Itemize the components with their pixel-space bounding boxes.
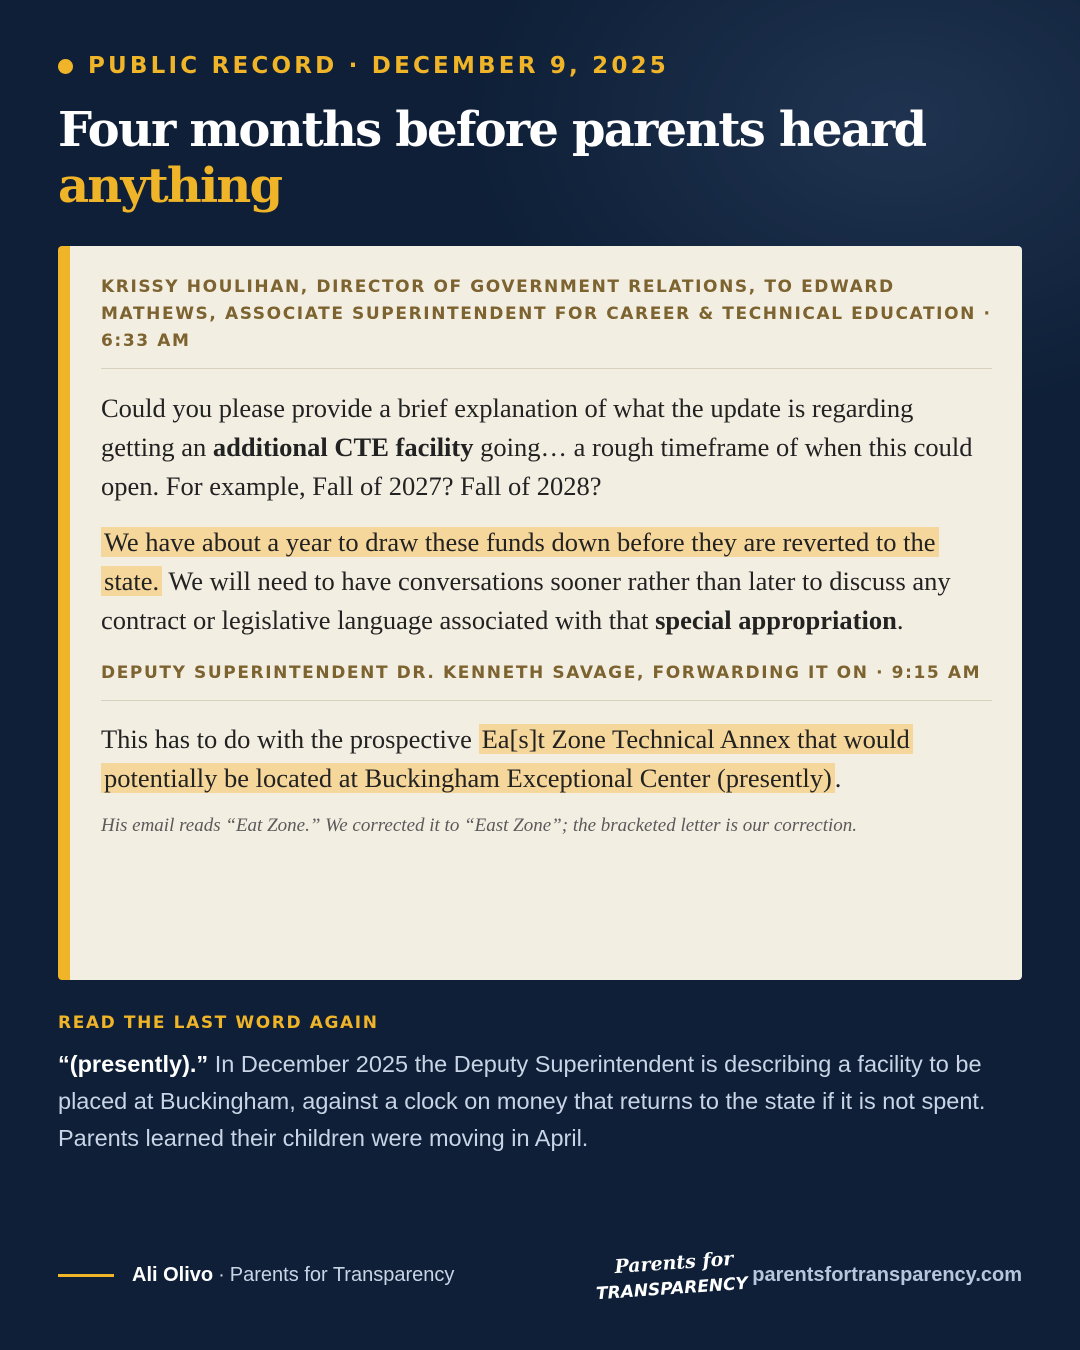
email2-para	[101, 720, 992, 798]
email2-para-period: .	[834, 763, 842, 794]
byline-separator: ·	[218, 1263, 225, 1286]
email1-meta: KRISSY HOULIHAN, DIRECTOR OF GOVERNMENT RELATIONS, TO EDWARD MATHEWS, ASSOCIATE SUPERINTENDENT FOR CAREER & TECHNICAL EDUCATION · 6:33 AM	[101, 277, 992, 351]
section-label: READ THE LAST WORD AGAIN	[58, 1013, 379, 1033]
org-name: Parents for Transparency	[229, 1263, 455, 1286]
email1-para1-text-c: going… a rough timeframe of when this could open. For example, Fall of 2027? Fall of 2028?	[101, 432, 973, 502]
logo-bottom-text: TRANSPARENCY	[595, 1273, 749, 1305]
divider	[101, 700, 992, 701]
email2-meta: DEPUTY SUPERINTENDENT DR. KENNETH SAVAGE, FORWARDING IT ON · 9:15 AM	[101, 663, 982, 684]
email-card	[58, 246, 1022, 980]
divider	[101, 368, 992, 369]
headline-accent: anything	[58, 158, 282, 214]
section-lead: “(presently).”	[58, 1051, 209, 1077]
section-body	[58, 1046, 1022, 1157]
email1-para2-highlight: We have about a year to draw these funds down before they are reverted to the state.	[101, 527, 939, 596]
kicker	[58, 53, 669, 79]
logo-top-text: Parents for	[614, 1247, 735, 1279]
parents-for-transparency-logo	[595, 1247, 749, 1305]
bullet-dot-icon	[58, 59, 73, 74]
kicker-text: PUBLIC RECORD · DECEMBER 9, 2025	[88, 53, 669, 79]
footer	[58, 1247, 1022, 1305]
accent-line	[58, 1274, 114, 1277]
email2-para-text-a: This has to do with the prospective	[101, 724, 472, 755]
email1-para2	[101, 523, 992, 641]
email1-para2-bold: special appropriation	[655, 605, 897, 636]
section-text: In December 2025 the Deputy Superintendent is describing a facility to be placed at Buckingham, against a clock on money that returns to the state if it is not spent. Parents learned their children were moving in April.	[58, 1051, 986, 1151]
brand	[595, 1247, 1022, 1305]
headline-text: Four months before parents heard	[58, 102, 926, 158]
author-name: Ali Olivo	[132, 1263, 214, 1286]
website-link[interactable]: parentsfortransparency.com	[752, 1263, 1022, 1286]
correction-note: His email reads “Eat Zone.” We corrected it to “East Zone”; the bracketed letter is our correction.	[101, 814, 858, 836]
email1-para2-period: .	[896, 605, 904, 636]
email2-para-highlight: Ea[s]t Zone Technical Annex that would potentially be located at Buckingham Exceptional Center (presently)	[101, 724, 913, 793]
byline	[58, 1264, 454, 1287]
email1-para2-text-a: We will need to have conversations sooner rather than later to discuss any contract or legislative language associated with that	[101, 565, 951, 636]
email1-para1	[101, 389, 992, 507]
email1-para1-bold: additional CTE facility	[212, 432, 474, 463]
headline	[58, 102, 1038, 214]
email1-para1-text-a: Could you please provide a brief explanation of what the update is regarding getting an	[101, 393, 914, 463]
